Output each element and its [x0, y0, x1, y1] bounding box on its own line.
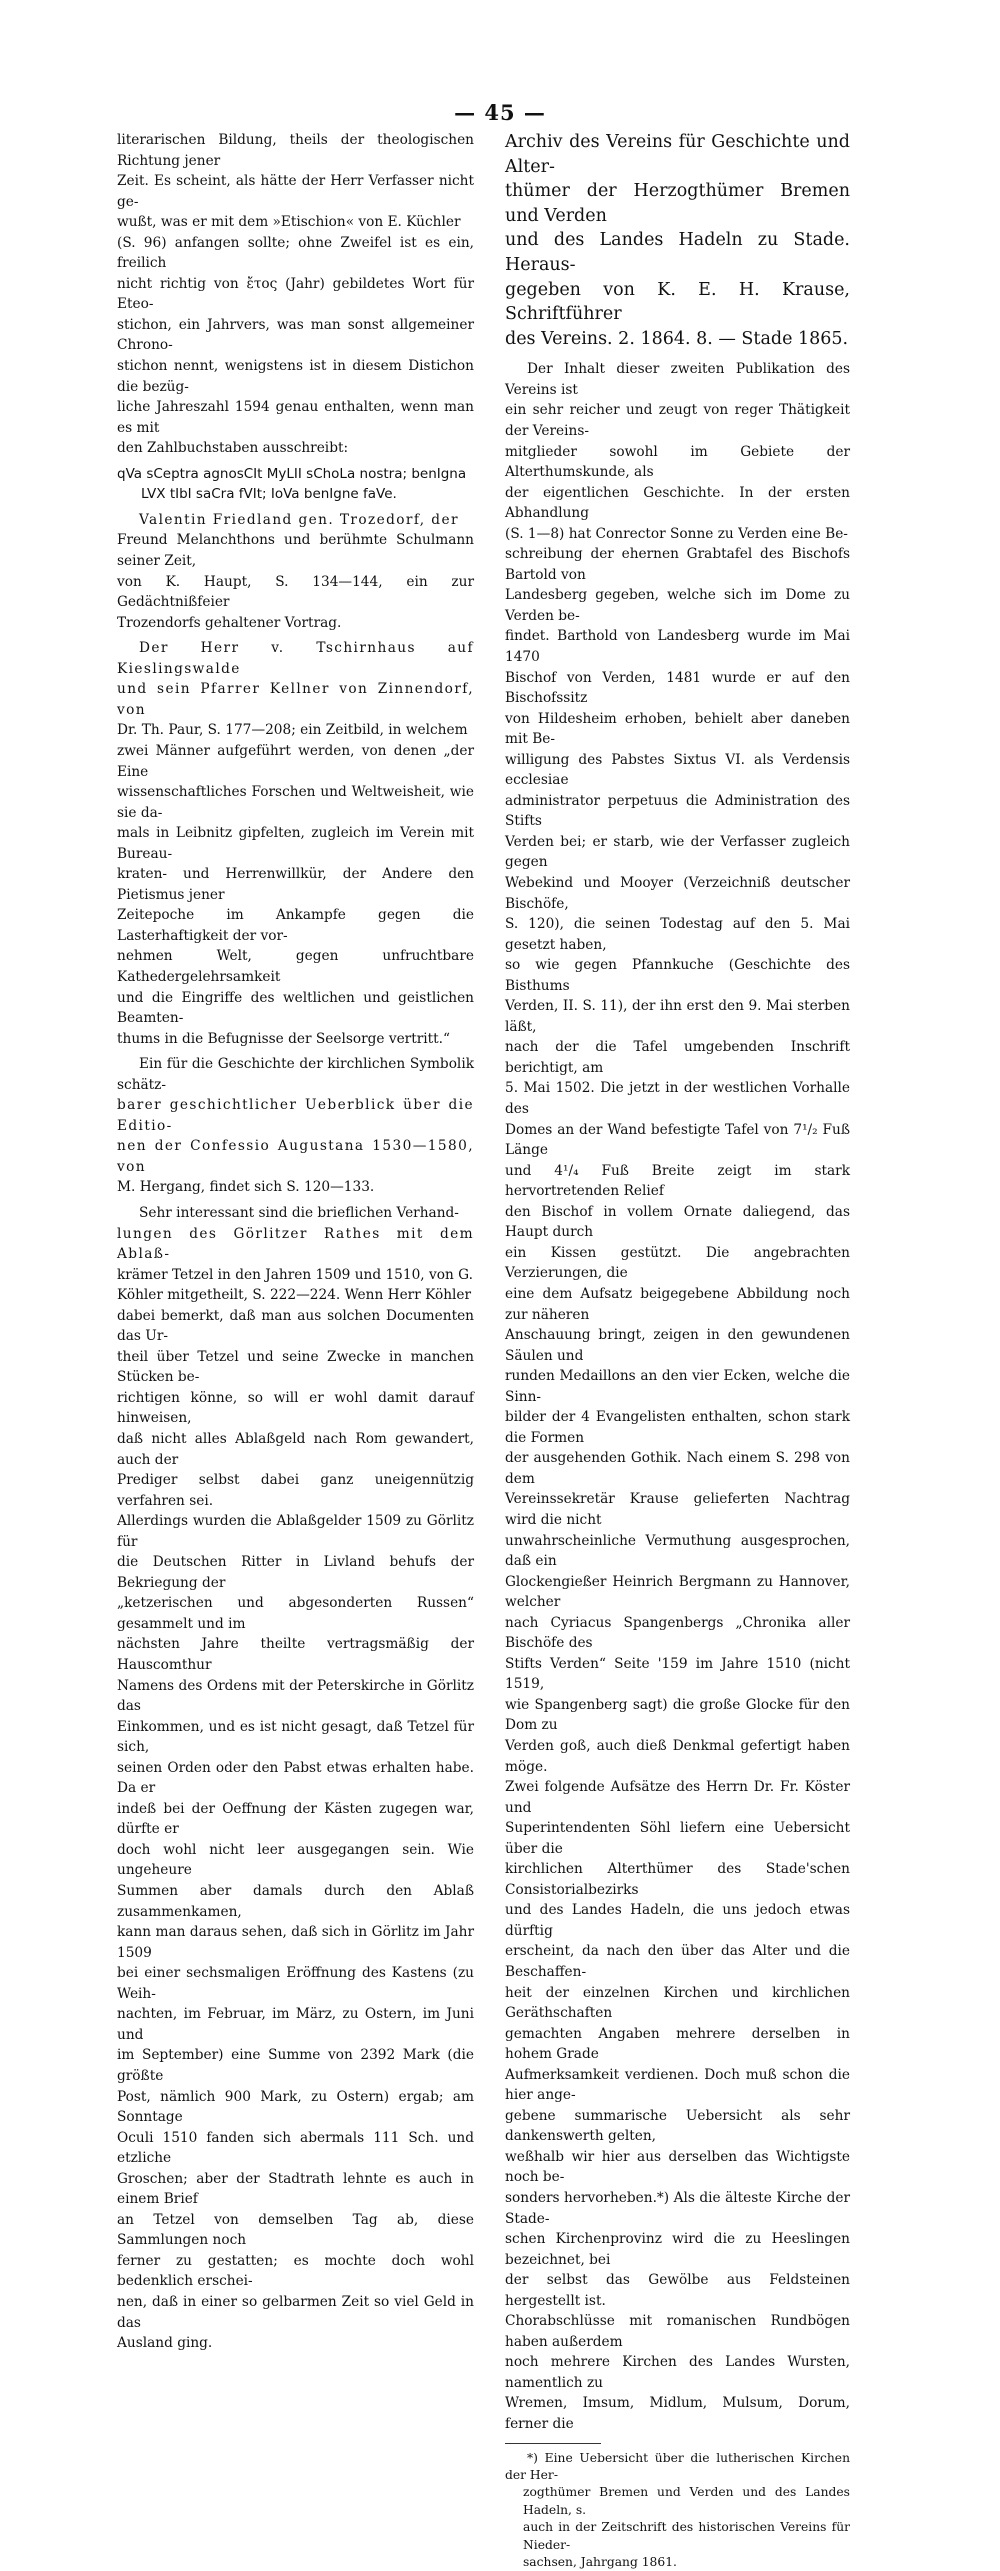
heading-line: thümer der Herzogthümer Bremen und Verden [505, 181, 850, 226]
paragraph-text-line: nen der Confessio Augustana 1530—1580, von [117, 1138, 474, 1175]
heading-line: gegeben von K. E. H. Krause, Schriftführer [505, 279, 850, 325]
paragraph-text-line: ein sehr reicher und zeugt von reger Thätigkeit der Vereins- [505, 402, 850, 439]
paragraph-text-line: Prediger selbst dabei ganz uneigennützig verfahren sei. [117, 1472, 474, 1509]
paragraph-text-line: lungen des Görlitzer Rathes mit dem Ablaß- [117, 1225, 474, 1263]
paragraph-text-line: und sein Pfarrer Kellner von Zinnendorf, von [117, 681, 474, 718]
paragraph-text-line: unwahrscheinliche Vermuthung ausgesprochen, daß ein [505, 1532, 850, 1570]
paragraph-text-line: findet. Barthold von Landesberg wurde im Mai 1470 [505, 628, 850, 665]
paragraph-text-line: Superintendenten Söhl liefern eine Uebersicht über die [505, 1820, 850, 1857]
paragraph-text-line: gebene summarische Uebersicht als sehr dankenswerth gelten, [505, 2107, 850, 2145]
paragraph-text-line: ein Kissen gestützt. Die angebrachten Verzierungen, die [505, 1244, 850, 1282]
paragraph-text-line: Ein für die Geschichte der kirchlichen Symbolik schätz- [117, 1056, 474, 1093]
paragraph-text-line: so wie gegen Pfannkuche (Geschichte des Bisthums [505, 957, 850, 994]
paragraph-text-line: Glockengießer Heinrich Bergmann zu Hannover, welcher [505, 1573, 850, 1611]
paragraph-text-line: von K. Haupt, S. 134—144, ein zur Gedächtnißfeier [117, 573, 474, 611]
paragraph-text-line: den Bischof in vollem Ornate daliegend, das Haupt durch [505, 1203, 850, 1241]
paragraph-text-line: bei einer sechsmaligen Eröffnung des Kastens (zu Weih- [117, 1965, 474, 2002]
paragraph-text-line: der eigentlichen Geschichte. In der ersten Abhandlung [505, 484, 850, 522]
paragraph-text-line: nächsten Jahre theilte vertragsmäßig der Hauscomthur [117, 1636, 474, 1674]
paragraph-text-line: Anschauung bringt, zeigen in den gewundenen Säulen und [505, 1327, 850, 1364]
paragraph-text-line: sonders hervorheben.*) Als die älteste Kirche der Stade- [505, 2190, 850, 2227]
paragraph-text-line: erscheint, da nach den über das Alter und die Beschaffen- [505, 1943, 850, 1980]
paragraph-text-line: stichon nennt, wenigstens ist in diesem Distichon die bezüg- [117, 358, 474, 395]
paragraph-text-line: kirchlichen Alterthümer des Stade'schen Consistorialbezirks [505, 1861, 850, 1898]
paragraph-text-line: stichon, ein Jahrvers, was man sonst allgemeiner Chrono- [117, 316, 474, 354]
left-column [117, 130, 474, 2354]
paragraph-text-line: die Deutschen Ritter in Livland behufs der Bekriegung der [117, 1554, 474, 1591]
paragraph-text-line: schreibung der ehernen Grabtafel des Bischofs Bartold von [505, 546, 850, 583]
paragraph-text-line: mals in Leibnitz gipfelten, zugleich im Verein mit Bureau- [117, 825, 474, 862]
paragraph-text-line: richtigen könne, so will er wohl damit darauf hinweisen, [117, 1389, 474, 1427]
paragraph-text-line: Trozendorfs gehaltener Vortrag. [117, 614, 342, 631]
paragraph-text-line: runden Medaillons an den vier Ecken, welche die Sinn- [505, 1368, 850, 1405]
paragraph-text-line: Zeit. Es scheint, als hätte der Herr Verfasser nicht ge- [117, 173, 474, 210]
paragraph-text-line: doch wohl nicht leer ausgegangen sein. Wie ungeheure [117, 1841, 474, 1879]
paragraph-text-line: von Hildesheim erhoben, behielt aber daneben mit Be- [505, 710, 850, 748]
paragraph-text-line: M. Hergang, findet sich S. 120—133. [117, 1179, 375, 1196]
paragraph-text-line: Valentin Friedland gen. Trozedorf, der [139, 511, 459, 528]
paragraph-text-line: den Zahlbuchstaben ausschreibt: [117, 440, 349, 457]
paragraph-text-line: Summen aber damals durch den Ablaß zusammenkamen, [117, 1883, 474, 1920]
paragraph-text-line: dabei bemerkt, daß man aus solchen Documenten das Ur- [117, 1307, 474, 1345]
paragraph-text-line: nachten, im Februar, im März, zu Ostern, im Juni und [117, 2006, 474, 2043]
paragraph-text-line: schen Kirchenprovinz wird die zu Heeslingen bezeichnet, bei [505, 2231, 850, 2268]
paragraph-text-line: literarischen Bildung, theils der theologischen Richtung jener [117, 132, 474, 169]
chronostichon-line: LVX tIbI saCra fVIt; IoVa benIgne faVe. [141, 486, 397, 503]
paragraph-text-line: (S. 1—8) hat Conrector Sonne zu Verden eine Be- [505, 525, 848, 542]
paragraph-text-line: und des Landes Hadeln, die uns jedoch etwas dürftig [505, 1902, 850, 1939]
paragraph-text-line: Verden goß, auch dieß Denkmal gefertigt haben möge. [505, 1737, 850, 1775]
paragraph-text-line: theil über Tetzel und seine Zwecke in manchen Stücken be- [117, 1348, 474, 1386]
paragraph-text-line: Der Herr v. Tschirnhaus auf Kieslingswalde [117, 640, 474, 677]
paragraph-text-line: weßhalb wir hier aus derselben das Wichtigste noch be- [505, 2148, 850, 2186]
paragraph-text-line: nach Cyriacus Spangenbergs „Chronika aller Bischöfe des [505, 1614, 850, 1652]
page-number: — 45 — [454, 100, 546, 125]
heading-line: und des Landes Hadeln zu Stade. Heraus- [505, 230, 850, 275]
paragraph-text-line: Namens des Ordens mit der Peterskirche in Görlitz das [117, 1677, 474, 1715]
chronostichon-line: qVa sCeptra agnosCIt MyLII sChoLa nostra; benIgna [117, 465, 467, 482]
paragraph-text-line: Dr. Th. Paur, S. 177—208; ein Zeitbild, in welchem [117, 722, 468, 739]
paragraph-text-line: Landesberg gegeben, welche sich im Dome zu Verden be- [505, 587, 850, 624]
footnote [505, 2450, 850, 2571]
paragraph-text-line: 5. Mai 1502. Die jetzt in der westlichen Vorhalle des [505, 1080, 850, 1118]
paragraph-text-line: „ketzerischen und abgesonderten Russen“ gesammelt und im [117, 1595, 474, 1632]
paragraph-text-line: Wremen, Imsum, Midlum, Mulsum, Dorum, ferner die [505, 2395, 850, 2433]
paragraph-text-line: seinen Orden oder den Pabst etwas erhalten habe. Da er [117, 1759, 474, 1797]
paragraph-text-line: indeß bei der Oeffnung der Kästen zugegen war, dürfte er [117, 1800, 474, 1838]
paragraph-text-line: (S. 96) anfangen sollte; ohne Zweifel ist es ein, freilich [117, 234, 474, 272]
paragraph-text-line: und 4¹/₄ Fuß Breite zeigt im stark hervortretenden Relief [505, 1162, 850, 1200]
paragraph-text-line: Ausland ging. [117, 2335, 213, 2352]
paragraph-text-line: der selbst das Gewölbe aus Feldsteinen hergestellt ist. [505, 2272, 850, 2309]
paragraph-text-line: und die Eingriffe des weltlichen und geistlichen Beamten- [117, 989, 474, 1027]
paragraph-text-line: nach der die Tafel umgebenden Inschrift berichtigt, am [505, 1039, 850, 1076]
paragraph-text-line: der ausgehenden Gothik. Nach einem S. 298 von dem [505, 1450, 850, 1487]
paragraph-text-line: kraten- und Herrenwillkür, der Andere den Pietismus jener [117, 866, 474, 903]
paragraph-text-line: an Tetzel von demselben Tag ab, diese Sammlungen noch [117, 2211, 474, 2249]
paragraph-text-line: krämer Tetzel in den Jahren 1509 und 1510, von G. [117, 1266, 473, 1283]
paragraph-text-line: wußt, was er mit dem »Etischion« von E. Küchler [117, 214, 461, 231]
paragraph-text-line: Zeitepoche im Ankampfe gegen die Lasterhaftigkeit der vor- [117, 907, 474, 944]
footnote-line: auch in der Zeitschrift des historischen Vereins für Nieder- [523, 2520, 850, 2552]
paragraph-text-line: nehmen Welt, gegen unfruchtbare Kathedergelehrsamkeit [117, 948, 474, 985]
paragraph-text-line: wissenschaftliches Forschen und Weltweisheit, wie sie da- [117, 784, 474, 821]
paragraph-text-line: Einkommen, und es ist nicht gesagt, daß Tetzel für sich, [117, 1718, 474, 1756]
footnote-line: *) Eine Uebersicht über die lutherischen Kirchen der Her- [505, 2450, 850, 2482]
paragraph-text-line: daß nicht alles Ablaßgeld nach Rom gewandert, auch der [117, 1431, 474, 1468]
paragraph-text-line: mitglieder sowohl im Gebiete der Alterthumskunde, als [505, 443, 850, 481]
paragraph-text-line: nicht richtig von ἔτος (Jahr) gebildetes Wort für Eteo- [117, 275, 474, 313]
paragraph-text-line: Zwei folgende Aufsätze des Herrn Dr. Fr. Köster und [505, 1779, 850, 1816]
paragraph-text-line: bilder der 4 Evangelisten enthalten, schon stark die Formen [505, 1409, 850, 1446]
paragraph-text-line: Aufmerksamkeit verdienen. Doch muß schon die hier ange- [505, 2066, 850, 2104]
paragraph-text-line: Webekind und Mooyer (Verzeichniß deutscher Bischöfe, [505, 875, 850, 912]
footnote-divider [505, 2443, 601, 2444]
paragraph-text-line: nen, daß in einer so gelbarmen Zeit so viel Geld in das [117, 2293, 474, 2331]
paragraph-text-line: liche Jahreszahl 1594 genau enthalten, wenn man es mit [117, 399, 474, 436]
paragraph-text-line: zwei Männer aufgeführt werden, von denen „der Eine [117, 742, 474, 780]
paragraph-text-line: Domes an der Wand befestigte Tafel von 7¹/₂ Fuß Länge [505, 1121, 850, 1159]
paragraph-text-line: administrator perpetuus die Administration des Stifts [505, 792, 850, 830]
paragraph-text-line: heit der einzelnen Kirchen und kirchlichen Geräthschaften [505, 1984, 850, 2022]
paragraph-text-line: Stifts Verden“ Seite '159 im Jahre 1510 (nicht 1519, [505, 1655, 850, 1693]
footnote-line: zogthümer Bremen und Verden und des Landes Hadeln, s. [523, 2485, 850, 2517]
paragraph-text-line: Allerdings wurden die Ablaßgelder 1509 zu Görlitz für [117, 1513, 474, 1550]
paragraph-text-line: Chorabschlüsse mit romanischen Rundbögen haben außerdem [505, 2313, 850, 2350]
footnote-line: sachsen, Jahrgang 1861. [523, 2555, 677, 2570]
paragraph-text-line: Sehr interessant sind die brieflichen Verhand- [139, 1204, 459, 1221]
paragraph-text-line: Post, nämlich 900 Mark, zu Ostern) ergab; am Sonntage [117, 2088, 474, 2126]
paragraph-text-line: kann man daraus sehen, daß sich in Görlitz im Jahr 1509 [117, 1924, 474, 1961]
paragraph-text-line: Vereinssekretär Krause gelieferten Nachtrag wird die nicht [505, 1491, 850, 1528]
paragraph-text-line: Verden, II. S. 11), der ihn erst den 9. Mai sterben läßt, [505, 998, 850, 1035]
section-heading [505, 130, 850, 351]
paragraph-text-line: noch mehrere Kirchen des Landes Wursten, namentlich zu [505, 2354, 850, 2391]
paragraph-text-line: willigung des Pabstes Sixtus VI. als Verdensis ecclesiae [505, 751, 850, 789]
paragraph-text-line: ferner zu gestatten; es mochte doch wohl bedenklich erschei- [117, 2252, 474, 2290]
paragraph-text-line: Bischof von Verden, 1481 wurde er auf den Bischofssitz [505, 669, 850, 707]
paragraph-text-line: Groschen; aber der Stadtrath lehnte es auch in einem Brief [117, 2170, 474, 2208]
paragraph-text-line: Freund Melanchthons und berühmte Schulmann seiner Zeit, [117, 532, 474, 570]
paragraph-text-line: gemachten Angaben mehrere derselben in hohem Grade [505, 2025, 850, 2063]
paragraph-text-line: Oculi 1510 fanden sich abermals 111 Sch. und etzliche [117, 2129, 474, 2167]
paragraph-text-line: eine dem Aufsatz beigegebene Abbildung noch zur näheren [505, 1285, 850, 1323]
right-column [505, 130, 850, 2571]
heading-line: Archiv des Vereins für Geschichte und Alter- [505, 132, 850, 177]
paragraph-text-line: im September) eine Summe von 2392 Mark (die größte [117, 2047, 474, 2084]
heading-line: des Vereins. 2. 1864. 8. — Stade 1865. [505, 328, 849, 349]
paragraph-text-line: S. 120), die seinen Todestag auf den 5. Mai gesetzt haben, [505, 916, 850, 953]
paragraph-text-line: thums in die Befugnisse der Seelsorge vertritt.“ [117, 1030, 450, 1047]
paragraph-text-line: Köhler mitgetheilt, S. 222—224. Wenn Herr Köhler [117, 1287, 472, 1304]
paragraph-text-line: wie Spangenberg sagt) die große Glocke für den Dom zu [505, 1696, 850, 1734]
paragraph-text-line: Der Inhalt dieser zweiten Publikation des Vereins ist [505, 361, 850, 398]
paragraph-text-line: barer geschichtlicher Ueberblick über die Editio- [117, 1097, 474, 1134]
paragraph-text-line: Verden bei; er starb, wie der Verfasser zugleich gegen [505, 833, 850, 871]
